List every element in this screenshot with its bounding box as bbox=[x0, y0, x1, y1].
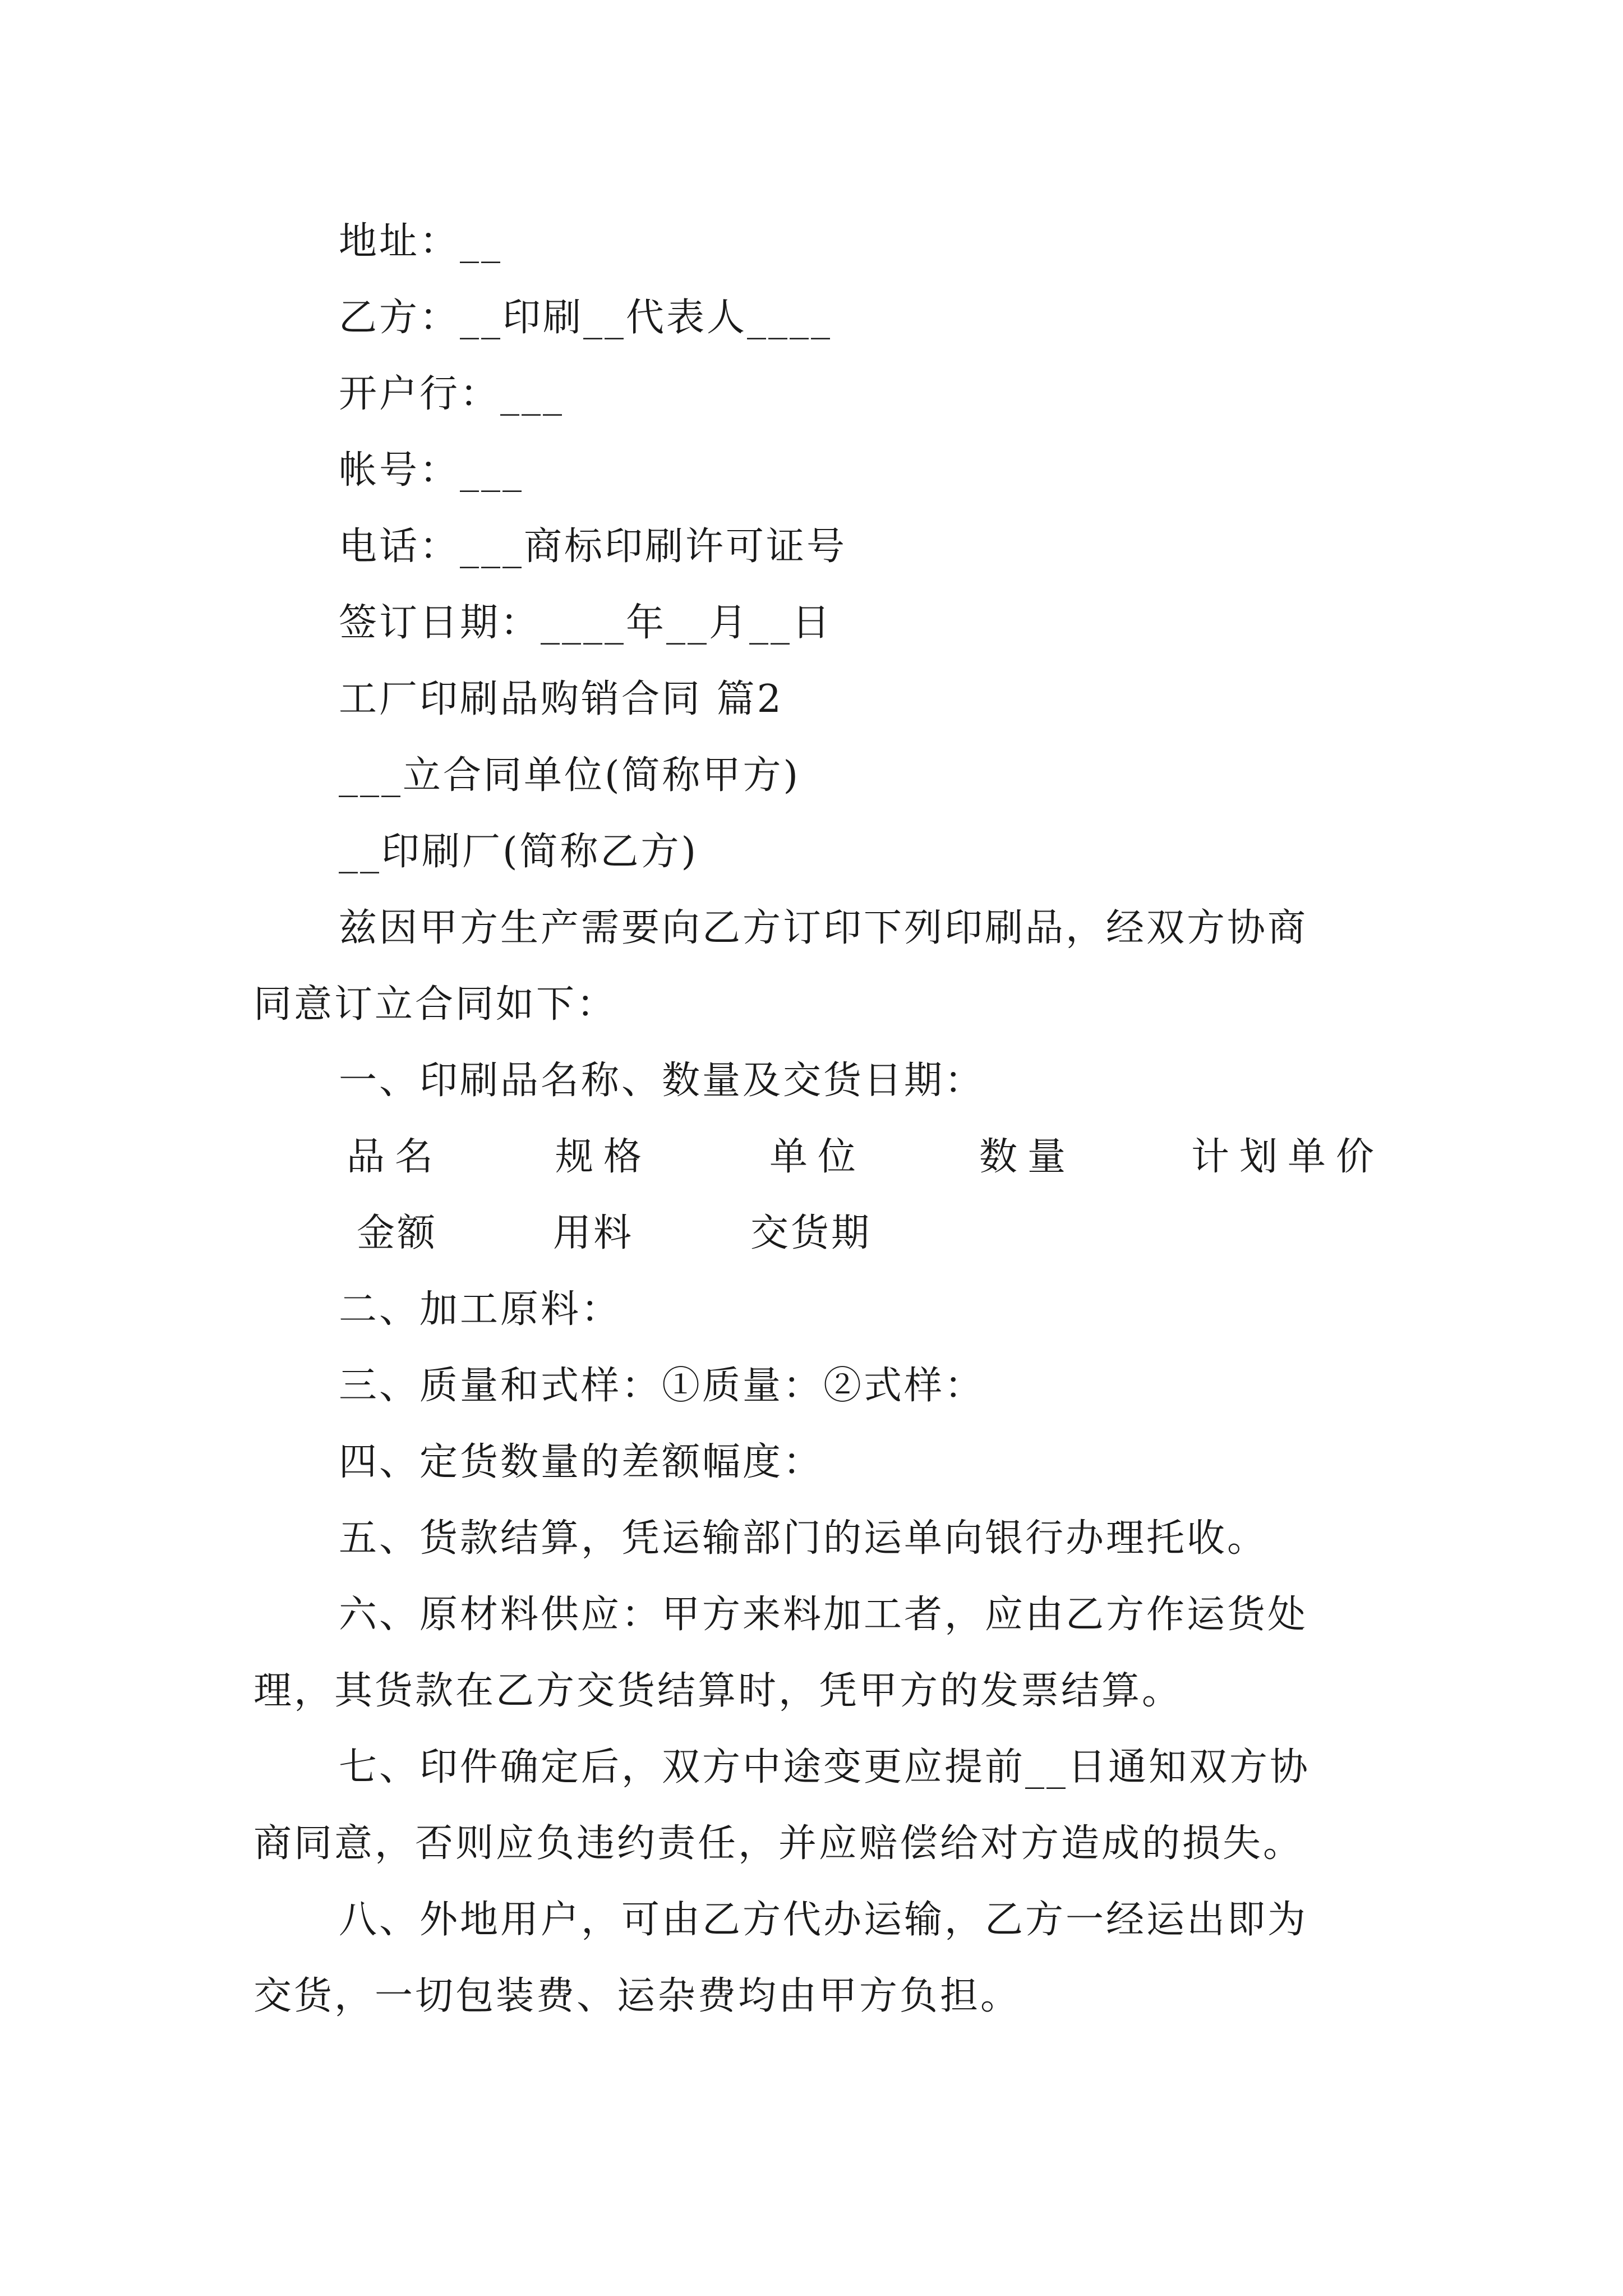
bank-line: 开户行：___ bbox=[339, 372, 565, 416]
table-header-name: 品名 bbox=[347, 1135, 444, 1179]
clause-7-line-2: 商同意，否则应负违约责任，并应赔偿给对方造成的损失。 bbox=[253, 1821, 1304, 1866]
sign-date-line: 签订日期：____年__月__日 bbox=[339, 601, 833, 645]
table-header-planned-price: 计划单价 bbox=[1191, 1135, 1385, 1179]
table-header-amount: 金额 bbox=[357, 1211, 438, 1255]
intro-paragraph-line-1: 兹因甲方生产需要向乙方订印下列印刷品，经双方协商 bbox=[339, 906, 1308, 950]
party-a-unit-line: ___立合同单位(简称甲方) bbox=[339, 753, 801, 798]
clause-7-line-1: 七、印件确定后，双方中途变更应提前__日通知双方协 bbox=[339, 1745, 1311, 1789]
clause-8-line-2: 交货，一切包装费、运杂费均由甲方负担。 bbox=[253, 1974, 1021, 2018]
table-header-spec: 规格 bbox=[555, 1135, 652, 1179]
clause-2: 二、加工原料： bbox=[339, 1287, 622, 1332]
party-b-line: 乙方：__印刷__代表人____ bbox=[339, 296, 833, 340]
party-b-unit-line: __印刷厂(简称乙方) bbox=[339, 830, 699, 874]
table-header-unit: 单位 bbox=[769, 1135, 866, 1179]
clause-4: 四、定货数量的差额幅度： bbox=[339, 1440, 824, 1484]
clause-3: 三、质量和式样：①质量：②式样： bbox=[339, 1364, 985, 1408]
clause-8-line-1: 八、外地用户，可由乙方代办运输，乙方一经运出即为 bbox=[339, 1898, 1308, 1942]
phone-line: 电话：___商标印刷许可证号 bbox=[339, 524, 847, 569]
clause-1: 一、印刷品名称、数量及交货日期： bbox=[339, 1059, 985, 1103]
table-header-delivery: 交货期 bbox=[750, 1211, 872, 1255]
account-line: 帐号：___ bbox=[339, 448, 524, 493]
clause-6-line-2: 理，其货款在乙方交货结算时，凭甲方的发票结算。 bbox=[253, 1669, 1183, 1713]
table-header-quantity: 数量 bbox=[979, 1135, 1076, 1179]
clause-6-line-1: 六、原材料供应：甲方来料加工者，应由乙方作运货处 bbox=[339, 1593, 1308, 1637]
section-title: 工厂印刷品购销合同 篇2 bbox=[339, 677, 783, 721]
clause-5: 五、货款结算，凭运输部门的运单向银行办理托收。 bbox=[339, 1516, 1268, 1561]
address-line: 地址：__ bbox=[339, 219, 503, 264]
intro-paragraph-line-2: 同意订立合同如下： bbox=[253, 982, 617, 1027]
table-header-material: 用料 bbox=[553, 1211, 634, 1255]
